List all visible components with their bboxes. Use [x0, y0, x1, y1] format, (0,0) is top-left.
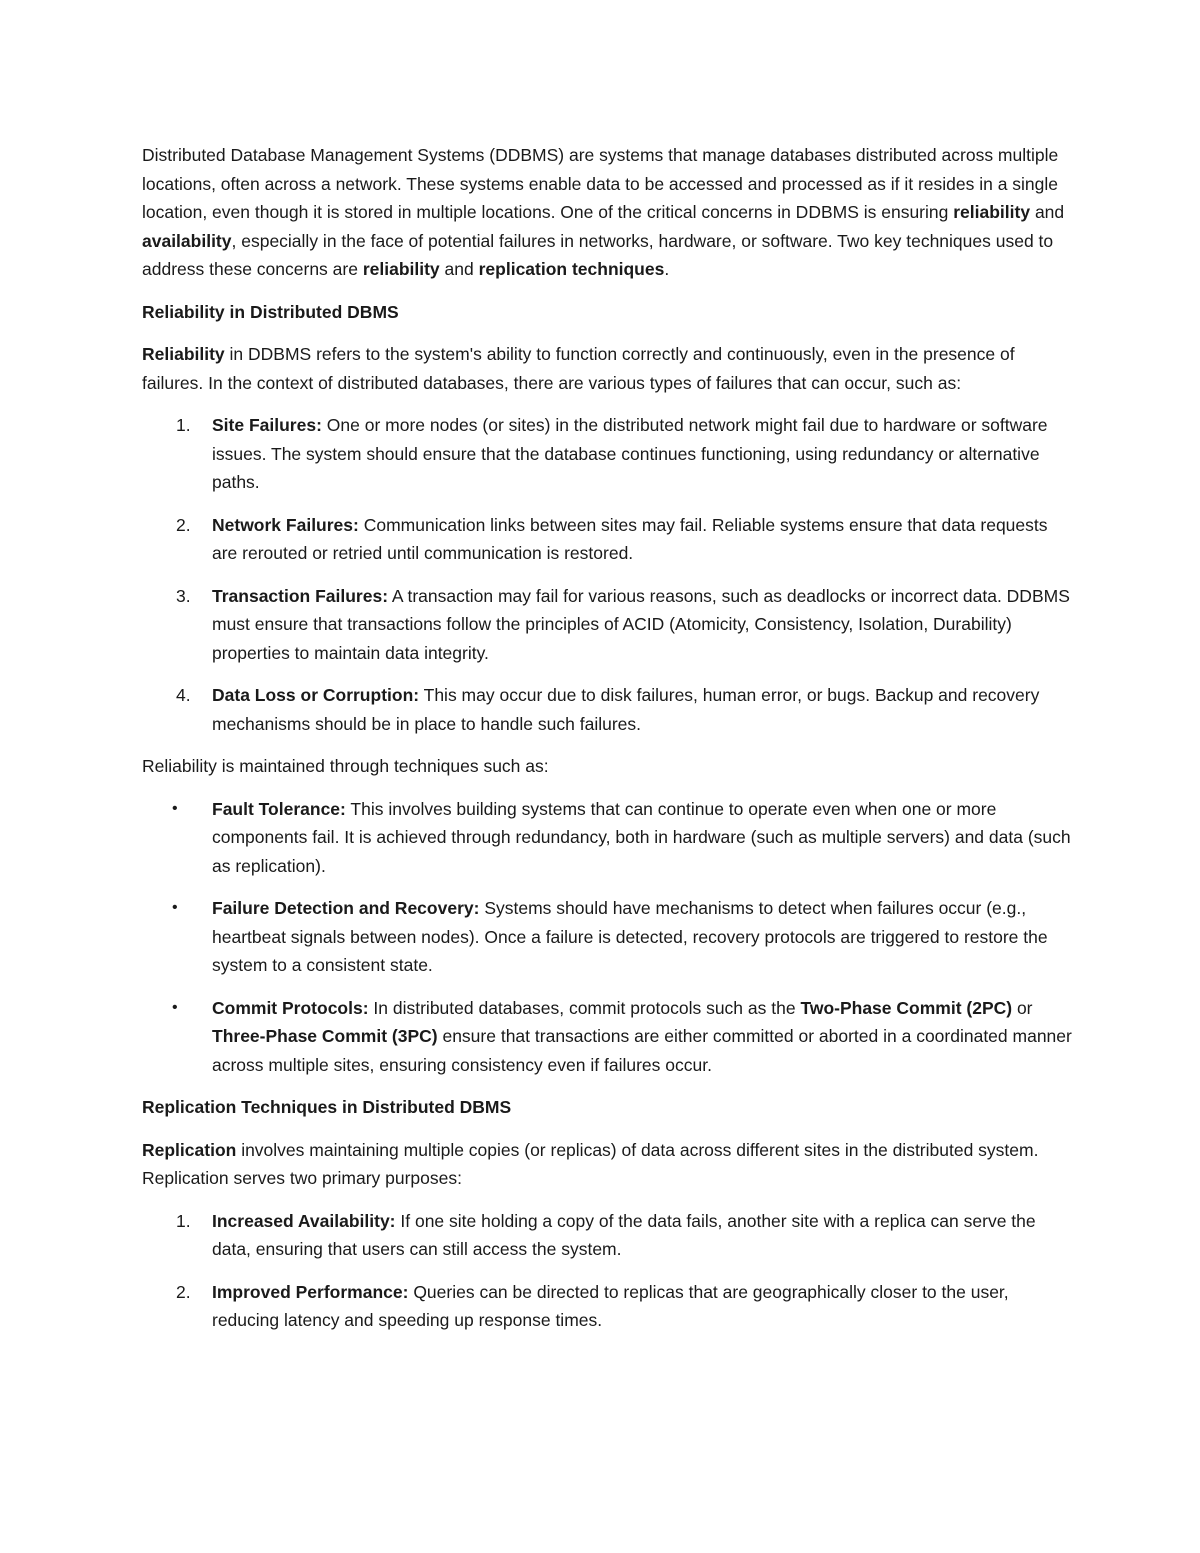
list-item: • Commit Protocols: In distributed databases, commit protocols such as the Two-Phase Commit (2PC) or Three-Phase Commit (3PC) ensure that transactions are either committed or aborted in a coordinated manner across multiple sites, ensuring consistency even if failures occur. — [142, 994, 1072, 1080]
bullet-icon: • — [172, 899, 178, 916]
techniques-list — [142, 795, 1072, 1080]
reliability-heading: Reliability in Distributed DBMS — [142, 301, 399, 322]
list-item: 1. Increased Availability: If one site holding a copy of the data fails, another site with a replica can serve the data, ensuring that users can still access the system. — [176, 1210, 1036, 1259]
list-item: 3. Transaction Failures: A transaction may fail for various reasons, such as deadlocks or incorrect data. DDBMS must ensure that transactions follow the principles of ACID (Atomicity, Consistency, Isolation, Durability) properties to maintain data integrity. — [176, 585, 1070, 663]
list-item: 4. Data Loss or Corruption: This may occur due to disk failures, human error, or bugs. Backup and recovery mechanisms should be in place to handle such failures. — [176, 685, 1040, 734]
reliability-definition: Reliability in DDBMS refers to the system's ability to function correctly and continuously, even in the presence of failures. In the context of distributed databases, there are various types of failures that can occur, such as: — [142, 344, 1015, 393]
purposes-list — [142, 1207, 1072, 1335]
list-item: 2. Improved Performance: Queries can be directed to replicas that are geographically closer to the user, reducing latency and speeding up response times. — [176, 1281, 1009, 1330]
list-item: 2. Network Failures: Communication links between sites may fail. Reliable systems ensure that data requests are rerouted or retried until communication is restored. — [176, 514, 1048, 563]
intro-paragraph: Distributed Database Management Systems (DDBMS) are systems that manage databases distributed across multiple locations, often across a network. These systems enable data to be accessed and processed as if it resides in a single location, even though it is stored in multiple locations. One of the critical concerns in DDBMS is ensuring reliability and availability, especially in the face of potential failures in networks, hardware, or software. Two key techniques used to address these concerns are reliability and replication techniques. — [142, 145, 1065, 279]
bullet-icon: • — [172, 799, 178, 817]
failures-list — [142, 411, 1072, 738]
replication-definition: Replication involves maintaining multiple copies (or replicas) of data across different sites in the distributed system. Replication serves two primary purposes: — [142, 1139, 1039, 1188]
list-item: 1. Site Failures: One or more nodes (or sites) in the distributed network might fail due to hardware or software issues. The system should ensure that the database continues functioning, using redundancy or alternative paths. — [176, 415, 1048, 492]
bullet-icon: • — [172, 998, 178, 1016]
document-page — [142, 141, 1072, 1349]
replication-heading: Replication Techniques in Distributed DBMS — [142, 1097, 512, 1117]
list-item: • Fault Tolerance: This involves building systems that can continue to operate even when one or more components fail. It is achieved through redundancy, both in hardware (such as multiple servers) and data (such as replication). — [142, 795, 1072, 881]
techniques-intro: Reliability is maintained through techniques such as: — [142, 756, 549, 776]
list-item: • Failure Detection and Recovery: Systems should have mechanisms to detect when failures occur (e.g., heartbeat signals between nodes). Once a failure is detected, recovery protocols are triggered to restore the system to a consistent state. — [142, 894, 1072, 980]
